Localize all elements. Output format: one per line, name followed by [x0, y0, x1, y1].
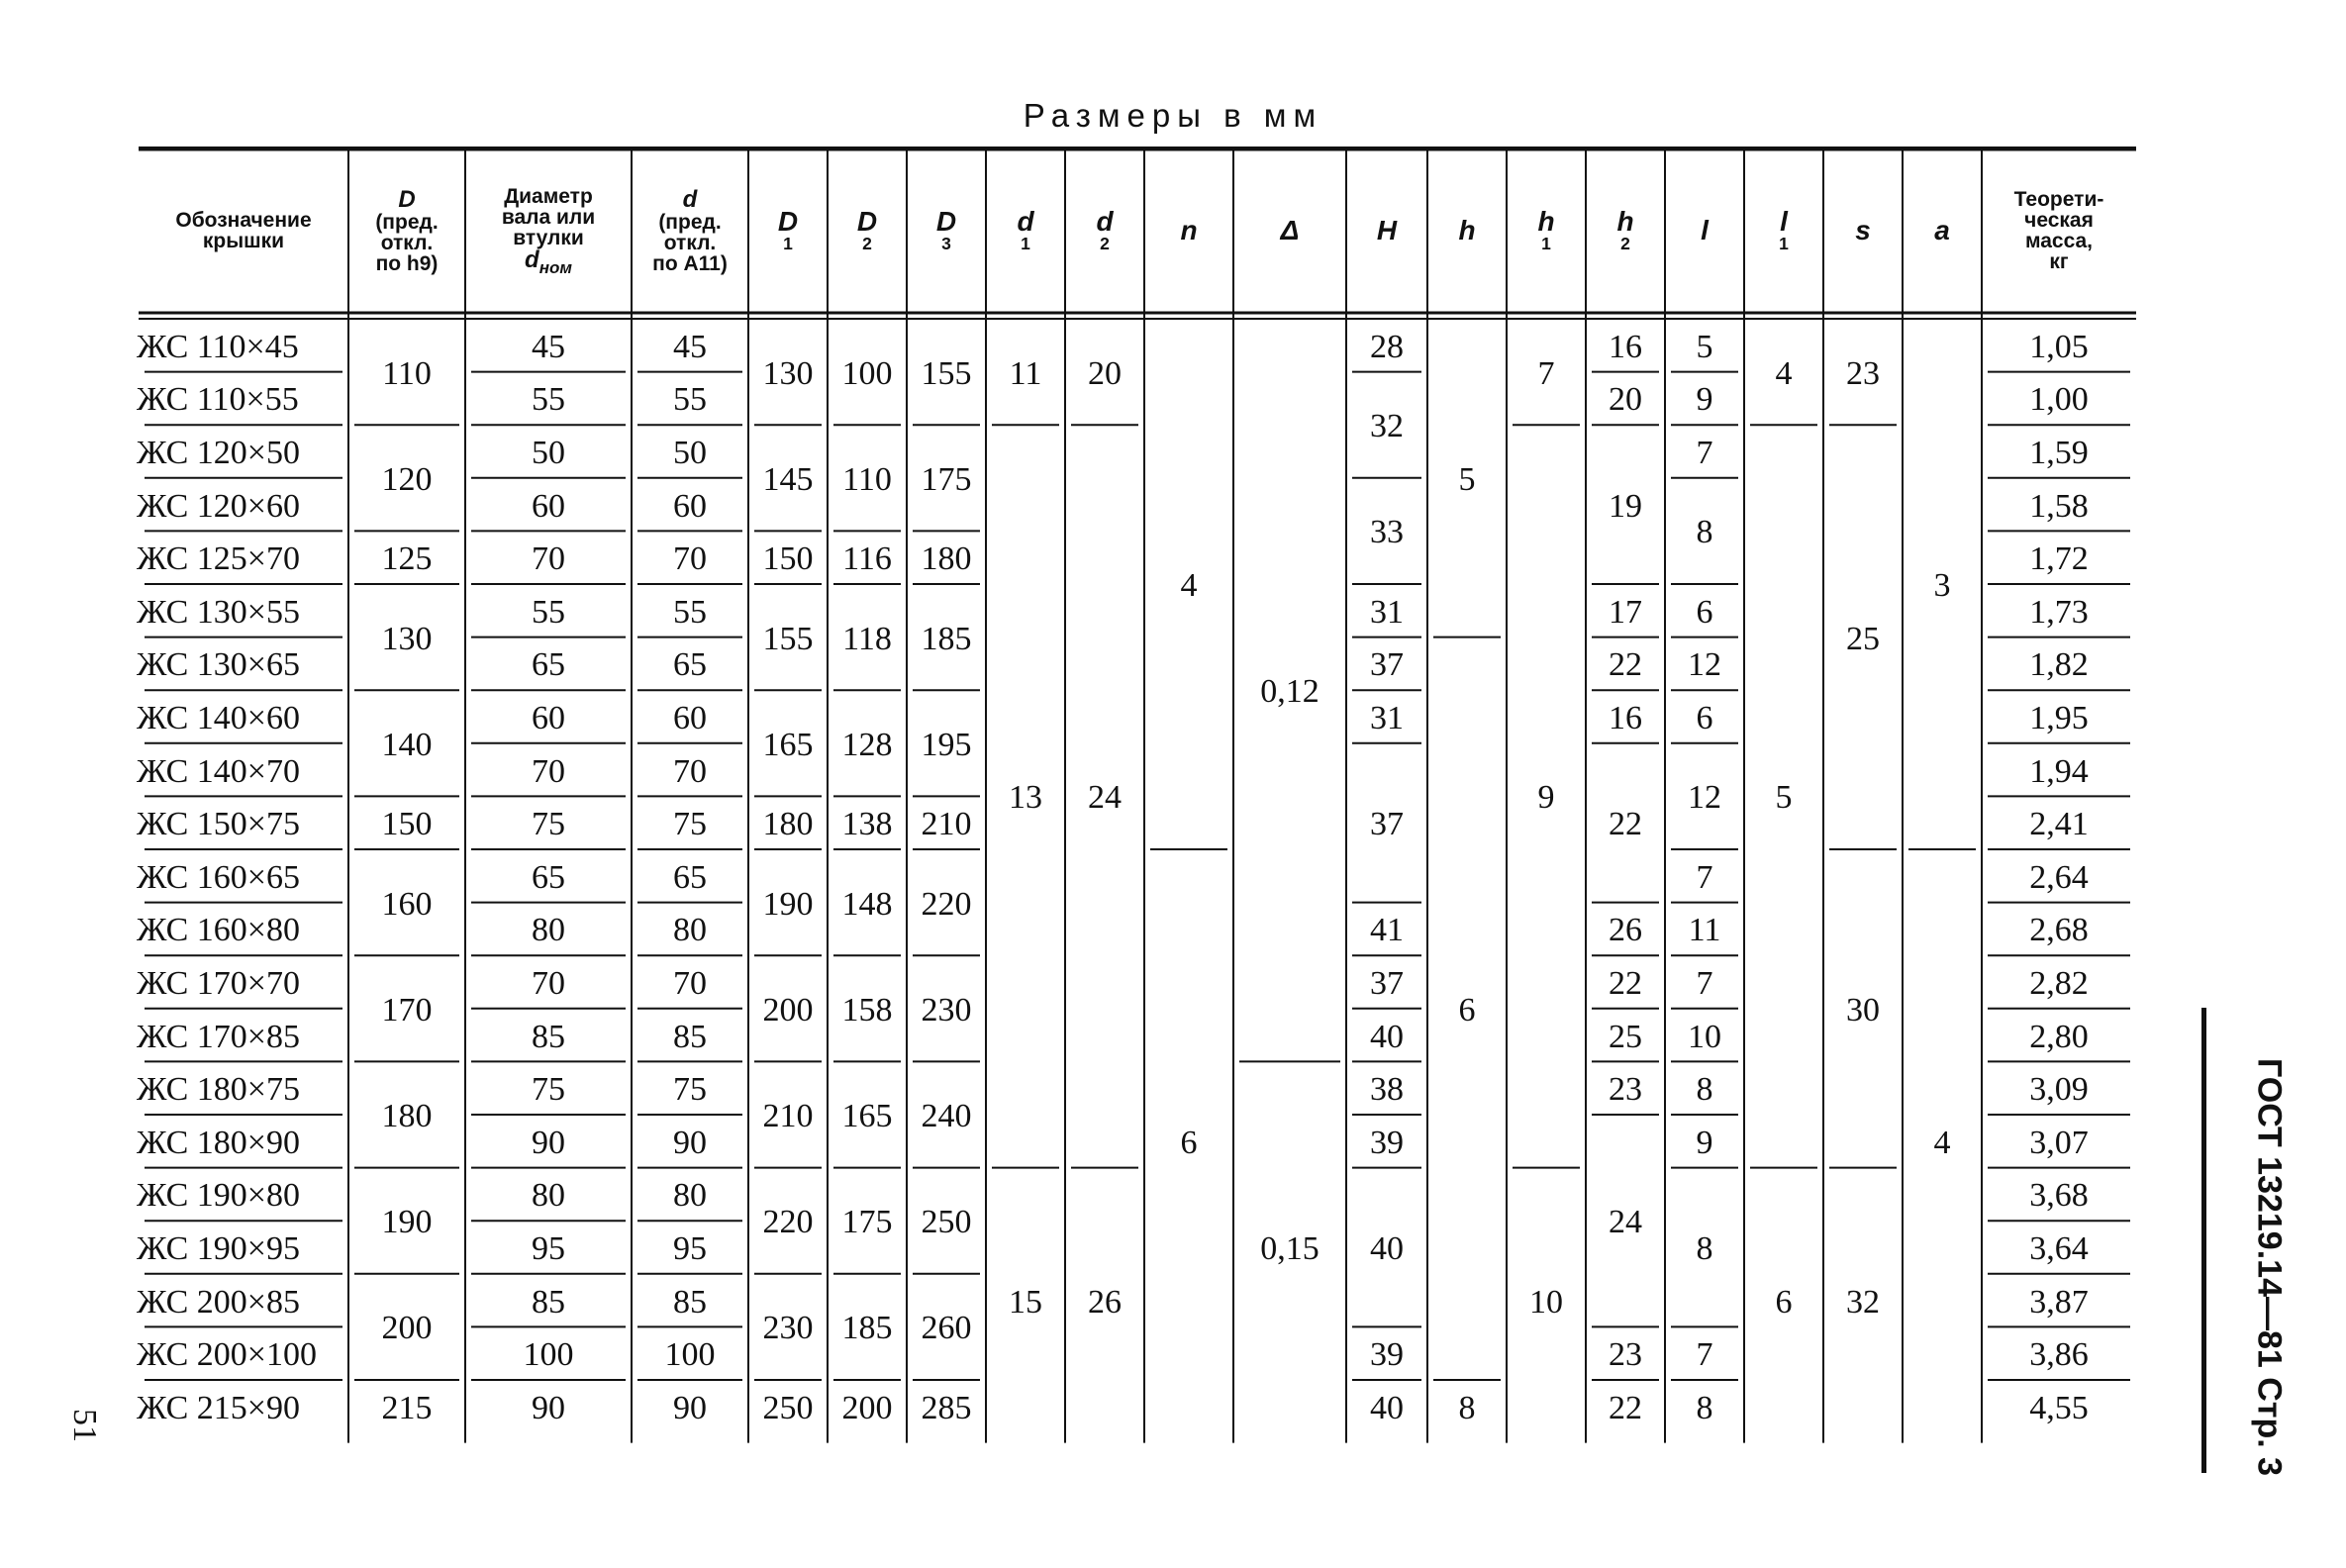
value-cell: 4,55 — [2029, 1389, 2089, 1426]
value-cell: 180 — [921, 540, 972, 578]
designation-cell: ЖС 130×65 — [137, 646, 300, 684]
value-cell: 2,82 — [2029, 964, 2089, 1002]
value-cell: 150 — [762, 540, 814, 578]
value-cell: 125 — [381, 540, 433, 578]
value-cell: 25 — [1846, 620, 1880, 657]
value-cell: 12 — [1688, 779, 1721, 817]
header-symbol: h — [1537, 206, 1555, 238]
value-cell: 165 — [841, 1097, 893, 1134]
header-d1 — [986, 148, 1065, 313]
page-number — [54, 1396, 114, 1455]
header-shaft — [465, 148, 632, 313]
value-cell: 70 — [673, 964, 707, 1002]
value-cell: 158 — [841, 991, 893, 1029]
value-cell: 26 — [1088, 1283, 1122, 1321]
value-cell: 116 — [842, 540, 892, 578]
value-cell: 37 — [1370, 806, 1404, 843]
value-cell: 110 — [382, 354, 432, 392]
value-cell: 5 — [1696, 328, 1713, 365]
value-cell: 110 — [842, 460, 892, 498]
value-cell: 285 — [921, 1389, 972, 1426]
value-cell: 6 — [1696, 699, 1713, 736]
value-cell: 5 — [1458, 460, 1476, 498]
value-cell: 185 — [921, 620, 972, 657]
header-mass — [1982, 148, 2136, 313]
value-cell: 1,82 — [2029, 646, 2089, 684]
value-cell: 130 — [762, 354, 814, 392]
value-cell: 85 — [673, 1018, 707, 1055]
value-cell: 90 — [673, 1389, 707, 1426]
value-cell: 185 — [841, 1310, 893, 1347]
header-symbol: s — [1855, 215, 1871, 245]
designation-cell: ЖС 120×60 — [137, 487, 300, 525]
designation-cell: ЖС 120×50 — [137, 434, 300, 471]
value-cell: 3,09 — [2029, 1071, 2089, 1109]
value-cell: 10 — [1529, 1283, 1563, 1321]
value-cell: 260 — [921, 1310, 972, 1347]
value-cell: 2,80 — [2029, 1018, 2089, 1055]
header-symbol: a — [1934, 215, 1950, 245]
value-cell: 220 — [762, 1204, 814, 1241]
value-cell: 6 — [1458, 991, 1476, 1029]
gost-standard-text: ГОСТ 13219.14—81 Стр. 3 — [2250, 1057, 2289, 1477]
designation-cell: ЖС 130×55 — [137, 593, 300, 631]
value-cell: 55 — [532, 593, 565, 631]
value-cell: 220 — [921, 885, 972, 923]
value-cell: 37 — [1370, 646, 1404, 684]
value-cell: 33 — [1370, 514, 1404, 551]
value-cell: 70 — [532, 540, 565, 578]
header-d2 — [1065, 148, 1144, 313]
value-cell: 45 — [532, 328, 565, 365]
value-cell: 65 — [532, 646, 565, 684]
header-symbol: h — [1458, 215, 1476, 245]
value-cell: 60 — [673, 699, 707, 736]
header-label: (пред. откл. по h9) — [375, 210, 439, 275]
value-cell: 100 — [664, 1336, 716, 1374]
value-cell: 175 — [921, 460, 972, 498]
value-cell: 1,59 — [2029, 434, 2089, 471]
value-cell: 28 — [1370, 328, 1404, 365]
value-cell: 120 — [381, 460, 433, 498]
value-cell: 11 — [1009, 354, 1042, 392]
value-cell: 22 — [1609, 806, 1642, 843]
value-cell: 1,00 — [2029, 381, 2089, 419]
value-cell: 118 — [842, 620, 892, 657]
value-cell: 45 — [673, 328, 707, 365]
value-cell: 90 — [532, 1124, 565, 1161]
designation-cell: ЖС 140×60 — [137, 699, 300, 736]
value-cell: 250 — [921, 1204, 972, 1241]
value-cell: 100 — [523, 1336, 574, 1374]
value-cell: 50 — [532, 434, 565, 471]
value-cell: 39 — [1370, 1336, 1404, 1374]
header-D1 — [748, 148, 828, 313]
header-symbol: D — [856, 206, 878, 238]
designation-cell: ЖС 180×90 — [137, 1124, 300, 1161]
value-cell: 210 — [921, 806, 972, 843]
value-cell: 70 — [673, 752, 707, 790]
value-cell: 32 — [1846, 1283, 1880, 1321]
value-cell: 8 — [1696, 1229, 1713, 1267]
value-cell: 7 — [1696, 858, 1713, 896]
value-cell: 3,68 — [2029, 1177, 2089, 1215]
value-cell: 140 — [381, 726, 433, 763]
header-subscript: 3 — [941, 234, 951, 254]
value-cell: 128 — [841, 726, 893, 763]
header-subscript: 2 — [862, 234, 872, 254]
designation-cell: ЖС 160×65 — [137, 858, 300, 896]
value-cell: 30 — [1846, 991, 1880, 1029]
designation-cell: ЖС 160×80 — [137, 912, 300, 949]
designation-cell: ЖС 190×95 — [137, 1229, 300, 1267]
header-symbol: Δ — [1280, 215, 1300, 245]
value-cell: 40 — [1370, 1018, 1404, 1055]
value-cell: 38 — [1370, 1071, 1404, 1109]
value-cell: 9 — [1537, 779, 1555, 817]
designation-cell: ЖС 125×70 — [137, 540, 300, 578]
value-cell: 40 — [1370, 1229, 1404, 1267]
value-cell: 75 — [673, 1071, 707, 1109]
value-cell: 175 — [841, 1204, 893, 1241]
value-cell: 85 — [532, 1283, 565, 1321]
header-subscript: 1 — [783, 234, 793, 254]
value-cell: 70 — [673, 540, 707, 578]
header-delta — [1233, 148, 1346, 313]
value-cell: 2,41 — [2029, 806, 2089, 843]
value-cell: 195 — [921, 726, 972, 763]
designation-cell: ЖС 200×85 — [137, 1283, 300, 1321]
value-cell: 150 — [381, 806, 433, 843]
value-cell: 19 — [1609, 487, 1642, 525]
value-cell: 11 — [1688, 912, 1721, 949]
value-cell: 3,87 — [2029, 1283, 2089, 1321]
value-cell: 31 — [1370, 699, 1404, 736]
value-cell: 0,15 — [1260, 1229, 1320, 1267]
value-cell: 50 — [673, 434, 707, 471]
dimensions-table — [139, 147, 2148, 1485]
value-cell: 2,64 — [2029, 858, 2089, 896]
header-subscript: 2 — [1100, 234, 1110, 254]
value-cell: 80 — [673, 1177, 707, 1215]
header-symbol: H — [1376, 215, 1398, 245]
value-cell: 80 — [673, 912, 707, 949]
value-cell: 90 — [532, 1389, 565, 1426]
value-cell: 180 — [762, 806, 814, 843]
header-subscript: ном — [538, 257, 572, 277]
value-cell: 20 — [1609, 381, 1642, 419]
value-cell: 16 — [1609, 328, 1642, 365]
value-cell: 250 — [762, 1389, 814, 1426]
value-cell: 7 — [1537, 354, 1555, 392]
value-cell: 190 — [381, 1204, 433, 1241]
value-cell: 4 — [1180, 567, 1198, 604]
header-symbol: d — [682, 185, 698, 213]
value-cell: 7 — [1696, 964, 1713, 1002]
value-cell: 23 — [1609, 1071, 1642, 1109]
value-cell: 200 — [841, 1389, 893, 1426]
value-cell: 6 — [1696, 593, 1713, 631]
value-cell: 138 — [841, 806, 893, 843]
value-cell: 55 — [532, 381, 565, 419]
value-cell: 13 — [1009, 779, 1042, 817]
designation-cell: ЖС 140×70 — [137, 752, 300, 790]
value-cell: 85 — [673, 1283, 707, 1321]
gost-standard-label — [2239, 1054, 2298, 1480]
value-cell: 1,95 — [2029, 699, 2089, 736]
value-cell: 60 — [673, 487, 707, 525]
header-symbol: D — [398, 185, 416, 213]
value-cell: 240 — [921, 1097, 972, 1134]
value-cell: 9 — [1696, 381, 1713, 419]
units-title: Размеры в мм — [1023, 97, 1323, 134]
value-cell: 60 — [532, 487, 565, 525]
header-n — [1144, 148, 1233, 313]
designation-cell: ЖС 215×90 — [137, 1389, 300, 1426]
header-symbol: n — [1180, 215, 1198, 245]
value-cell: 1,73 — [2029, 593, 2089, 631]
header-d — [632, 148, 748, 313]
value-cell: 25 — [1609, 1018, 1642, 1055]
value-cell: 39 — [1370, 1124, 1404, 1161]
value-cell: 20 — [1088, 354, 1122, 392]
designation-cell: ЖС 110×45 — [137, 328, 299, 365]
header-label: Теорети- ческая масса, кг — [2013, 188, 2104, 273]
value-cell: 170 — [381, 991, 433, 1029]
value-cell: 6 — [1180, 1124, 1198, 1161]
header-symbol: D — [777, 206, 799, 238]
value-cell: 60 — [532, 699, 565, 736]
header-label: (пред. откл. по А11) — [652, 210, 728, 275]
value-cell: 75 — [673, 806, 707, 843]
value-cell: 0,12 — [1260, 673, 1320, 711]
value-cell: 22 — [1609, 646, 1642, 684]
designation-cell: ЖС 170×70 — [137, 964, 300, 1002]
value-cell: 130 — [381, 620, 433, 657]
value-cell: 6 — [1775, 1283, 1793, 1321]
header-D3 — [907, 148, 986, 313]
value-cell: 95 — [673, 1229, 707, 1267]
designation-cell: ЖС 200×100 — [137, 1336, 317, 1374]
designation-cell: ЖС 110×55 — [137, 381, 299, 419]
header-D2 — [828, 148, 907, 313]
value-cell: 180 — [381, 1097, 433, 1134]
value-cell: 9 — [1696, 1124, 1713, 1161]
value-cell: 90 — [673, 1124, 707, 1161]
header-symbol: d — [1017, 206, 1034, 238]
header-label: Обозначение крышки — [175, 209, 312, 252]
value-cell: 1,94 — [2029, 752, 2089, 790]
value-cell: 95 — [532, 1229, 565, 1267]
value-cell: 80 — [532, 912, 565, 949]
value-cell: 55 — [673, 381, 707, 419]
value-cell: 16 — [1609, 699, 1642, 736]
value-cell: 37 — [1370, 964, 1404, 1002]
designation-cell: ЖС 170×85 — [137, 1018, 300, 1055]
value-cell: 80 — [532, 1177, 565, 1215]
header-h1 — [1507, 148, 1586, 313]
header-subscript: 2 — [1620, 234, 1630, 254]
header-h — [1427, 148, 1507, 313]
value-cell: 2,68 — [2029, 912, 2089, 949]
value-cell: 22 — [1609, 1389, 1642, 1426]
value-cell: 155 — [921, 354, 972, 392]
header-H — [1346, 148, 1427, 313]
header-symbol: h — [1616, 206, 1634, 238]
value-cell: 70 — [532, 964, 565, 1002]
value-cell: 17 — [1609, 593, 1642, 631]
value-cell: 65 — [673, 858, 707, 896]
value-cell: 8 — [1696, 1389, 1713, 1426]
header-subscript: 1 — [1779, 234, 1789, 254]
header-h2 — [1586, 148, 1665, 313]
value-cell: 55 — [673, 593, 707, 631]
value-cell: 3 — [1933, 567, 1951, 604]
value-cell: 8 — [1458, 1389, 1476, 1426]
header-symbol: d — [525, 245, 539, 273]
value-cell: 22 — [1609, 964, 1642, 1002]
value-cell: 215 — [381, 1389, 433, 1426]
value-cell: 7 — [1696, 434, 1713, 471]
value-cell: 10 — [1688, 1018, 1721, 1055]
value-cell: 23 — [1609, 1336, 1642, 1374]
value-cell: 8 — [1696, 514, 1713, 551]
designation-cell: ЖС 190×80 — [137, 1177, 300, 1215]
value-cell: 3,64 — [2029, 1229, 2089, 1267]
value-cell: 31 — [1370, 593, 1404, 631]
value-cell: 165 — [762, 726, 814, 763]
header-symbol: d — [1096, 206, 1114, 238]
designation-cell: ЖС 180×75 — [137, 1071, 300, 1109]
value-cell: 75 — [532, 1071, 565, 1109]
value-cell: 23 — [1846, 354, 1880, 392]
value-cell: 41 — [1370, 912, 1404, 949]
header-label: Диаметр вала или втулки — [501, 184, 596, 249]
header-subscript: 1 — [1021, 234, 1030, 254]
header-l — [1665, 148, 1744, 313]
value-cell: 70 — [532, 752, 565, 790]
header-a — [1903, 148, 1982, 313]
value-cell: 230 — [921, 991, 972, 1029]
header-symbol: l — [1701, 215, 1709, 245]
value-cell: 1,58 — [2029, 487, 2089, 525]
value-cell: 200 — [381, 1310, 433, 1347]
value-cell: 3,86 — [2029, 1336, 2089, 1374]
value-cell: 40 — [1370, 1389, 1404, 1426]
value-cell: 32 — [1370, 408, 1404, 445]
value-cell: 155 — [762, 620, 814, 657]
value-cell: 26 — [1609, 912, 1642, 949]
value-cell: 65 — [532, 858, 565, 896]
value-cell: 4 — [1775, 354, 1793, 392]
value-cell: 1,72 — [2029, 540, 2089, 578]
value-cell: 3,07 — [2029, 1124, 2089, 1161]
value-cell: 190 — [762, 885, 814, 923]
designation-cell: ЖС 150×75 — [137, 806, 300, 843]
page-number-text: 51 — [66, 1409, 103, 1442]
header-subscript: 1 — [1541, 234, 1551, 254]
value-cell: 15 — [1009, 1283, 1042, 1321]
value-cell: 12 — [1688, 646, 1721, 684]
value-cell: 200 — [762, 991, 814, 1029]
value-cell: 100 — [841, 354, 893, 392]
value-cell: 4 — [1933, 1124, 1951, 1161]
value-cell: 1,05 — [2029, 328, 2089, 365]
value-cell: 75 — [532, 806, 565, 843]
header-l1 — [1744, 148, 1823, 313]
header-D — [348, 148, 465, 313]
value-cell: 24 — [1609, 1204, 1642, 1241]
value-cell: 7 — [1696, 1336, 1713, 1374]
value-cell: 24 — [1088, 779, 1122, 817]
gost-side-rule — [2201, 1008, 2206, 1473]
value-cell: 85 — [532, 1018, 565, 1055]
value-cell: 160 — [381, 885, 433, 923]
header-symbol: D — [935, 206, 957, 238]
header-designation — [139, 148, 348, 313]
header-s — [1823, 148, 1903, 313]
value-cell: 148 — [841, 885, 893, 923]
header-symbol: l — [1780, 206, 1788, 238]
value-cell: 210 — [762, 1097, 814, 1134]
value-cell: 230 — [762, 1310, 814, 1347]
value-cell: 5 — [1775, 779, 1793, 817]
value-cell: 8 — [1696, 1071, 1713, 1109]
value-cell: 65 — [673, 646, 707, 684]
value-cell: 145 — [762, 460, 814, 498]
